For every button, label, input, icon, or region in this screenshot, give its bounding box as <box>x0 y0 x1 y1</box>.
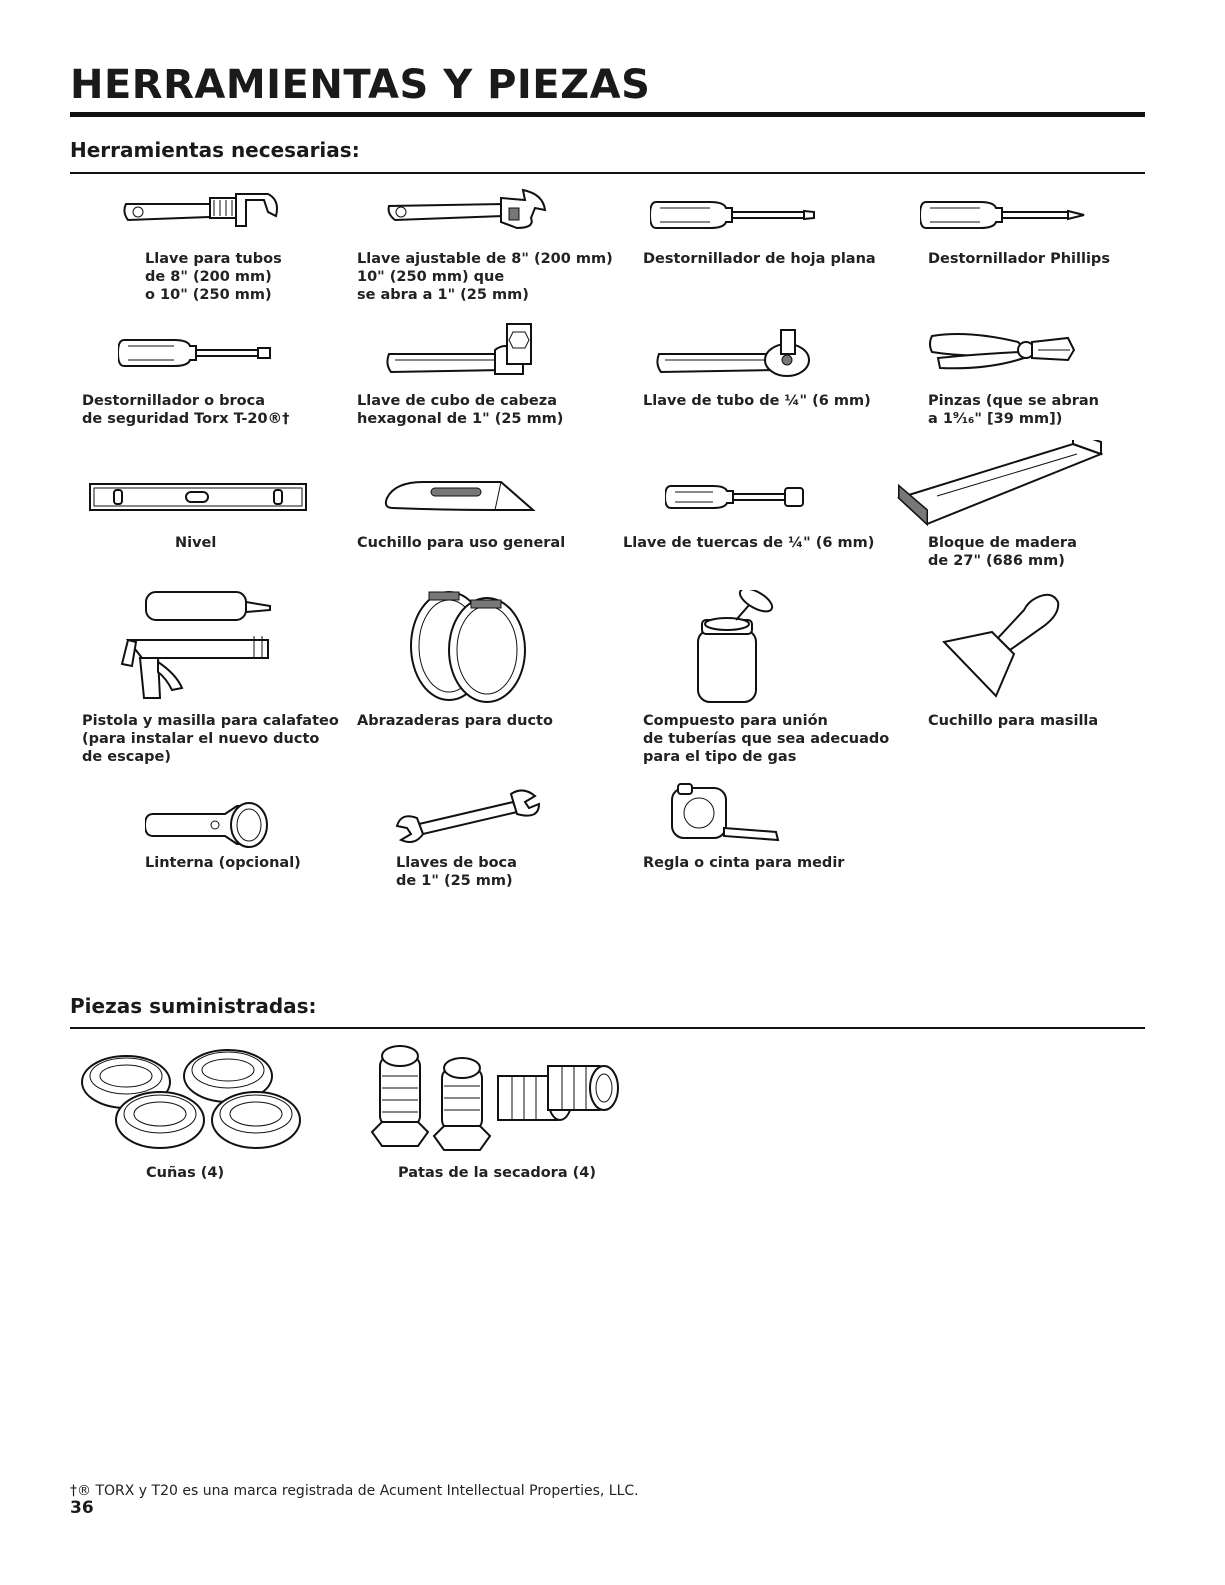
duct-clamp-label: Abrazaderas para ducto <box>357 713 553 729</box>
pliers-label: Pinzas (que se abran a 1⁹⁄₁₆" [39 mm]) <box>928 393 1099 427</box>
pipe-compound-label: Compuesto para unión de tuberías que sea adecuado para el tipo de gas <box>643 713 890 765</box>
cups-label: Cuñas (4) <box>146 1165 225 1181</box>
tape-measure-label: Regla o cinta para medir <box>643 855 845 871</box>
pipe-compound-jar-icon <box>690 590 780 706</box>
utility-knife-icon <box>383 478 543 518</box>
level-icon <box>88 481 310 515</box>
tape-measure-icon <box>668 782 788 848</box>
page-title: HERRAMIENTAS Y PIEZAS <box>70 62 651 108</box>
open-end-wrench-label: Llaves de boca de 1" (25 mm) <box>396 855 517 889</box>
utility-knife-label: Cuchillo para uso general <box>357 535 566 551</box>
pipe-wrench-label: Llave para tubos de 8" (200 mm) o 10" (250 mm) <box>145 251 282 303</box>
level-label: Nivel <box>175 535 217 551</box>
phillips-screwdriver-icon <box>920 198 1090 232</box>
footnote: †® TORX y T20 es una marca registrada de Acument Intellectual Properties, LLC. <box>70 1483 639 1499</box>
adjustable-wrench-icon <box>385 186 555 236</box>
flashlight-icon <box>145 800 275 850</box>
parts-section-heading: Piezas suministradas: <box>70 994 317 1018</box>
tools-section-rule <box>70 172 1145 174</box>
wood-block-label: Bloque de madera de 27" (686 mm) <box>928 535 1077 569</box>
flashlight-label: Linterna (opcional) <box>145 855 301 871</box>
title-rule <box>70 112 1145 117</box>
parts-section-rule <box>70 1027 1145 1029</box>
caulking-gun-label: Pistola y masilla para calafateo (para instalar el nuevo ducto de escape) <box>82 713 339 765</box>
ratchet-wrench-label: Llave de tubo de ¼" (6 mm) <box>643 393 871 409</box>
leveling-cup-icon <box>76 1036 326 1156</box>
nut-driver-label: Llave de tuercas de ¼" (6 mm) <box>623 535 875 551</box>
ratchet-wrench-icon <box>655 326 825 380</box>
wood-block-icon <box>897 440 1103 530</box>
flat-screwdriver-icon <box>650 198 820 232</box>
nut-driver-icon <box>665 482 815 512</box>
hex-socket-wrench-icon <box>385 322 555 382</box>
flat-screwdriver-label: Destornillador de hoja plana <box>643 251 876 267</box>
dryer-foot-icon <box>368 1036 628 1156</box>
adjustable-wrench-label: Llave ajustable de 8" (200 mm) 10" (250 mm) que se abra a 1" (25 mm) <box>357 251 613 303</box>
pipe-wrench-icon <box>118 186 288 236</box>
duct-clamp-icon <box>403 586 533 706</box>
tools-section-heading: Herramientas necesarias: <box>70 138 360 162</box>
torx-screwdriver-label: Destornillador o broca de seguridad Torx T-20®† <box>82 393 290 427</box>
hex-socket-wrench-label: Llave de cubo de cabeza hexagonal de 1" (25 mm) <box>357 393 564 427</box>
dryer-feet-label: Patas de la secadora (4) <box>398 1165 596 1181</box>
open-end-wrench-icon <box>393 788 543 844</box>
caulking-gun-icon <box>118 588 278 704</box>
putty-knife-icon <box>940 592 1070 702</box>
pliers-icon <box>928 328 1078 372</box>
phillips-screwdriver-label: Destornillador Phillips <box>928 251 1110 267</box>
page-number: 36 <box>70 1498 94 1518</box>
torx-screwdriver-icon <box>118 336 278 370</box>
putty-knife-label: Cuchillo para masilla <box>928 713 1099 729</box>
